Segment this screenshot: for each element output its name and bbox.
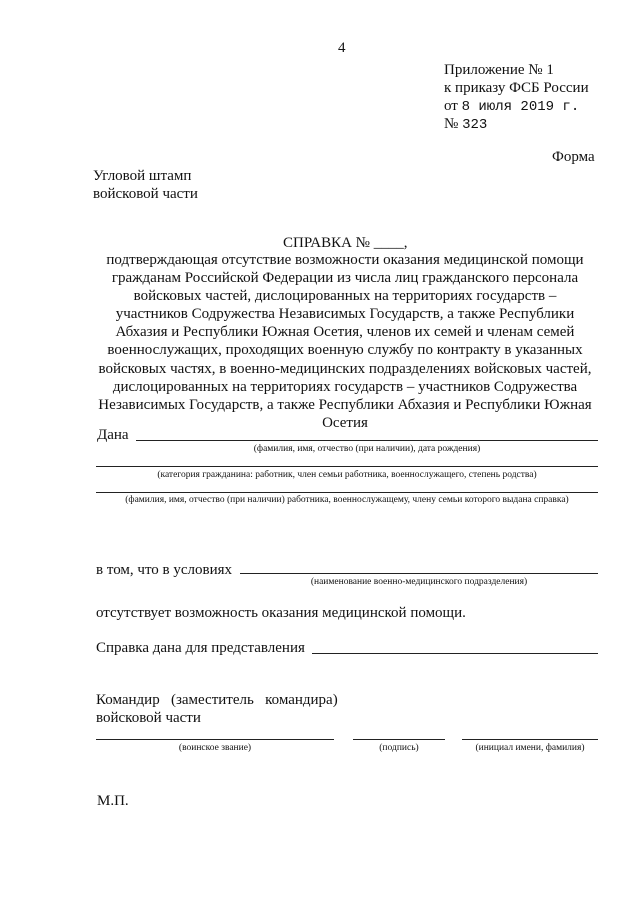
commander-line-2: войсковой части	[96, 710, 201, 726]
unit-caption: (наименование военно-медицинского подразделения)	[310, 577, 528, 587]
fio-birth-line	[136, 440, 598, 441]
appendix-line-2: к приказу ФСБ России	[444, 80, 589, 96]
initials-caption: (инициал имени, фамилия)	[475, 743, 585, 753]
category-line	[96, 466, 598, 467]
conditions-label: в том, что в условиях	[96, 562, 233, 578]
form-label: Форма	[552, 149, 595, 165]
page-number: 4	[338, 40, 346, 56]
body-line: подтверждающая отсутствие возможности оказания медицинской помощи	[106, 252, 584, 268]
document-body	[90, 251, 600, 432]
body-line: гражданам Российской Федерации из числа лиц гражданского персонала	[111, 270, 579, 287]
seal-label: М.П.	[97, 793, 129, 809]
stamp-line-2: войсковой части	[93, 186, 198, 202]
absence-text: отсутствует возможность оказания медицинской помощи.	[96, 605, 466, 621]
body-line: Абхазия и Республики Южная Осетия, членов их семей и членам семей	[115, 324, 575, 341]
stamp-line-1: Угловой штамп	[93, 168, 192, 184]
appendix-number-prefix: №	[444, 116, 463, 132]
fio-birth-caption: (фамилия, имя, отчество (при наличии), дата рождения)	[253, 444, 481, 454]
presentation-line	[312, 653, 598, 654]
body-line: Осетия	[322, 414, 368, 431]
signature-caption: (подпись)	[379, 743, 419, 753]
given-label: Дана	[97, 427, 129, 443]
signature-line	[353, 739, 445, 740]
rank-line	[96, 739, 334, 740]
appendix-number: 323	[462, 117, 488, 133]
document-title: СПРАВКА № ____,	[283, 235, 408, 251]
body-line: Независимых Государств, а также Республики Абхазия и Республики Южная	[98, 396, 592, 413]
unit-line	[240, 573, 598, 574]
appendix-line-1: Приложение № 1	[444, 62, 554, 78]
presentation-label: Справка дана для представления	[96, 640, 305, 656]
rank-caption: (воинское звание)	[178, 743, 252, 753]
body-line: дислоцированных на территориях государств – участников Содружества	[112, 378, 578, 395]
appendix-date-prefix: от	[444, 98, 462, 114]
body-line: участников Содружества Независимых Государств, а также Республики	[115, 306, 575, 323]
body-line: войсковых частей, дислоцированных на территориях государств –	[133, 288, 557, 305]
initials-line	[462, 739, 598, 740]
appendix-date: 8 июля 2019 г.	[461, 99, 580, 115]
relative-line	[96, 492, 598, 493]
commander-line-1: Командир (заместитель командира)	[96, 692, 338, 708]
relative-caption: (фамилия, имя, отчество (при наличии) работника, военнослужащему, члену семьи которого выдана справка)	[125, 495, 569, 505]
category-caption: (категория гражданина: работник, член семьи работника, военнослужащего, степень родства)	[157, 470, 537, 480]
body-line: военнослужащих, проходящих военную службу по контракту в указанных	[107, 342, 583, 359]
body-line: войсковых частях, в военно-медицинских подразделениях войсковых частей,	[98, 360, 592, 377]
appendix-line-3	[444, 98, 579, 115]
appendix-line-4	[444, 116, 487, 133]
